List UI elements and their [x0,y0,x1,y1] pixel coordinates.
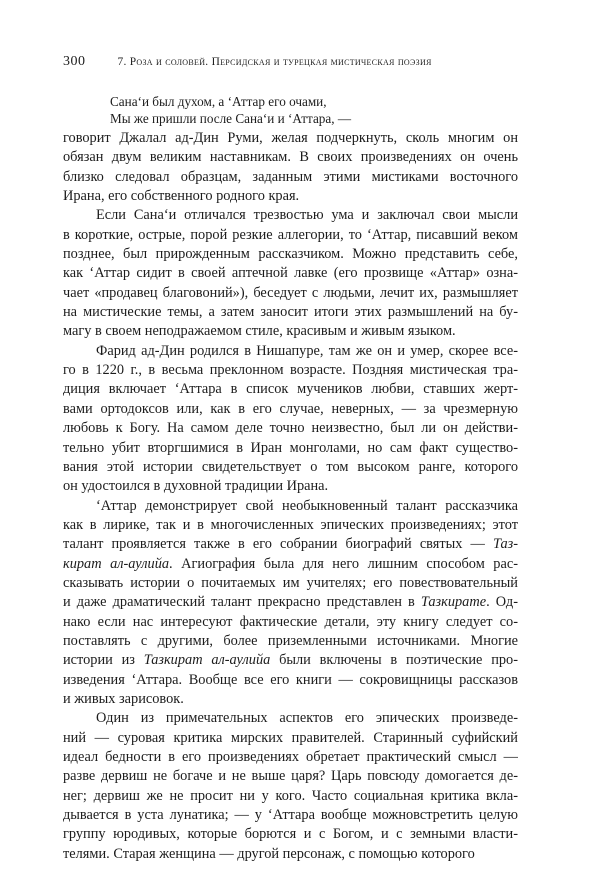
text-line [63,206,518,225]
epigraph [110,94,351,127]
text-segment: ‘Аттар демонстрирует свой необыкновенный талант рассказчика [96,497,518,514]
text-segment: чает «продавец благовоний»), беседует с людьми, лечит их, размышляет [63,284,518,301]
text-line [63,187,518,206]
text-segment: сказывать истории о почитаемых им учителях; его повествовательный [63,574,518,591]
italic-title: Тазкират ал-аулийа [143,652,271,669]
text-segment: были включены в поэтические про- [270,652,518,669]
text-line [63,400,518,419]
text-segment: телями. Старая женщина — другой персонаж, с помощью которого [63,845,475,862]
text-segment: идеал бедности в его произведениях обретает практический смысл — [63,749,518,765]
text-segment: Если Сана‘и отличался трезвостью ума и заключал свои мысли [96,207,518,224]
text-line [63,690,518,709]
text-line [63,129,518,148]
text-segment: группу юродивых, которые борются и с Богом, и с земными власти- [63,826,518,843]
text-segment: магу в своем неподражаемом стиле, красивым и живым языком. [63,323,456,340]
paragraph [63,497,518,710]
text-line [63,439,518,458]
text-line [63,342,518,361]
text-line [63,845,518,864]
text-segment: любовь к Богу. На самом деле точно неизвестно, был ли он действи- [63,420,518,437]
italic-title: Таз- [492,536,518,553]
text-segment: ний — суровая критика мирских правителей. Старинный суфийский [63,729,518,746]
text-line [63,535,518,554]
text-line [63,593,518,612]
running-head [63,52,518,68]
text-line [63,264,518,283]
text-segment: талант проявляется также в его собрании биографий святых — [63,536,493,553]
text-segment: и даже драматический талант прекрасно представлен в [63,594,421,611]
text-segment: диция включает ‘Аттара в список мучеников любви, ставших жерт- [63,381,518,398]
text-segment: он удостоился в духовной традиции Ирана. [63,478,329,495]
text-line [63,148,518,167]
text-segment: вания этой истории свидетельствует о том высоком ранге, которого [63,458,518,475]
text-segment: Ирана, его собственного родного края. [63,188,300,205]
text-segment: нако если нас интересуют фактические детали, эту книгу следует со- [63,613,518,630]
body-text [63,129,518,864]
text-line [63,748,518,767]
text-segment: Один из примечательных аспектов его эпических произведе- [96,710,518,727]
paragraph [63,206,518,341]
epigraph-line: Мы же пришли после Сана‘и и ‘Аттара, — [110,110,352,126]
text-line [63,787,518,806]
text-segment: как в лирике, так и в многочисленных эпических произведениях; этот [63,516,518,533]
text-segment: дывается в уста лунатика; — у ‘Аттара вообще можновстретить целую [63,807,518,824]
text-line [63,632,518,651]
paragraph [63,342,518,497]
text-segment: говорит Джалал ад-Дин Руми, желая подчеркнуть, сколь многим он [63,130,518,146]
text-segment: на мистические темы, а затем заносит итоги этих размышлений на бу- [63,304,518,321]
italic-title: кират ал-аулийа [63,555,170,572]
text-segment: в короткие, острые, порой резкие аллегории, то ‘Аттар, писавший веком [63,226,518,243]
page-number: 300 [63,54,86,69]
text-line [63,729,518,748]
text-line [63,168,518,187]
italic-title: Тазкирате [420,594,487,611]
text-line [63,303,518,322]
text-segment: нег; дервиш же не просит ни у кого. Часто социальная критика вкла- [63,787,518,804]
text-line [63,806,518,825]
text-line [63,651,518,670]
text-line [63,245,518,264]
text-line [63,477,518,496]
text-segment: изведения ‘Аттара. Вообще все его книги — сокровищницы рассказов [63,671,518,688]
paragraph [63,129,518,206]
text-line [63,361,518,380]
text-segment: позднее, был прирожденным рассказчиком. Можно представить себе, [63,246,518,263]
text-line [63,322,518,341]
text-segment: го в 1220 г., в весьма преклонном возрасте. Поздняя мистическая тра- [63,362,518,379]
text-line [63,613,518,632]
text-segment: разве дервиш не богаче и не выше царя? Царь повсюду домогается де- [63,768,518,785]
chapter-title: 7. Роза и соловей. Персидская и турецкая мистическая поэзия [117,56,432,68]
text-segment: истории из [63,652,144,669]
text-segment: вами ортодоксов или, как в его случае, неверных, — за чрезмерную [63,400,518,417]
text-line [63,709,518,728]
text-line [63,555,518,574]
text-segment: поставлять с другими, более приземленными источниками. Многие [63,632,518,649]
text-line [63,284,518,303]
text-segment: тельно убит вторгшимися в Иран монголами, но сам факт существо- [63,439,518,456]
epigraph-line: Сана‘и был духом, а ‘Аттар его очами, [110,94,327,109]
book-page [63,0,518,882]
text-line [63,458,518,477]
text-segment: . Од- [486,594,518,611]
text-line [63,226,518,245]
text-segment: и живых зарисовок. [63,690,184,707]
text-segment: обязан двум великим наставникам. В своих произведениях он очень [63,149,518,166]
text-line [63,767,518,786]
text-line [63,497,518,516]
text-segment: близко следовал образцам, заданным этими мистиками восточного [63,168,518,185]
text-line [63,825,518,844]
text-segment: как ‘Аттар сидит в своей аптечной лавке (его прозвище «Аттар» озна- [63,265,518,282]
text-line [63,516,518,535]
text-line [63,671,518,690]
paragraph [63,709,518,864]
text-line [63,380,518,399]
text-segment: Фарид ад-Дин родился в Нишапуре, там же он и умер, скорее все- [96,342,518,359]
text-line [63,419,518,438]
text-segment: . Агиография была для него лишним способом рас- [169,555,518,572]
text-line [63,574,518,593]
